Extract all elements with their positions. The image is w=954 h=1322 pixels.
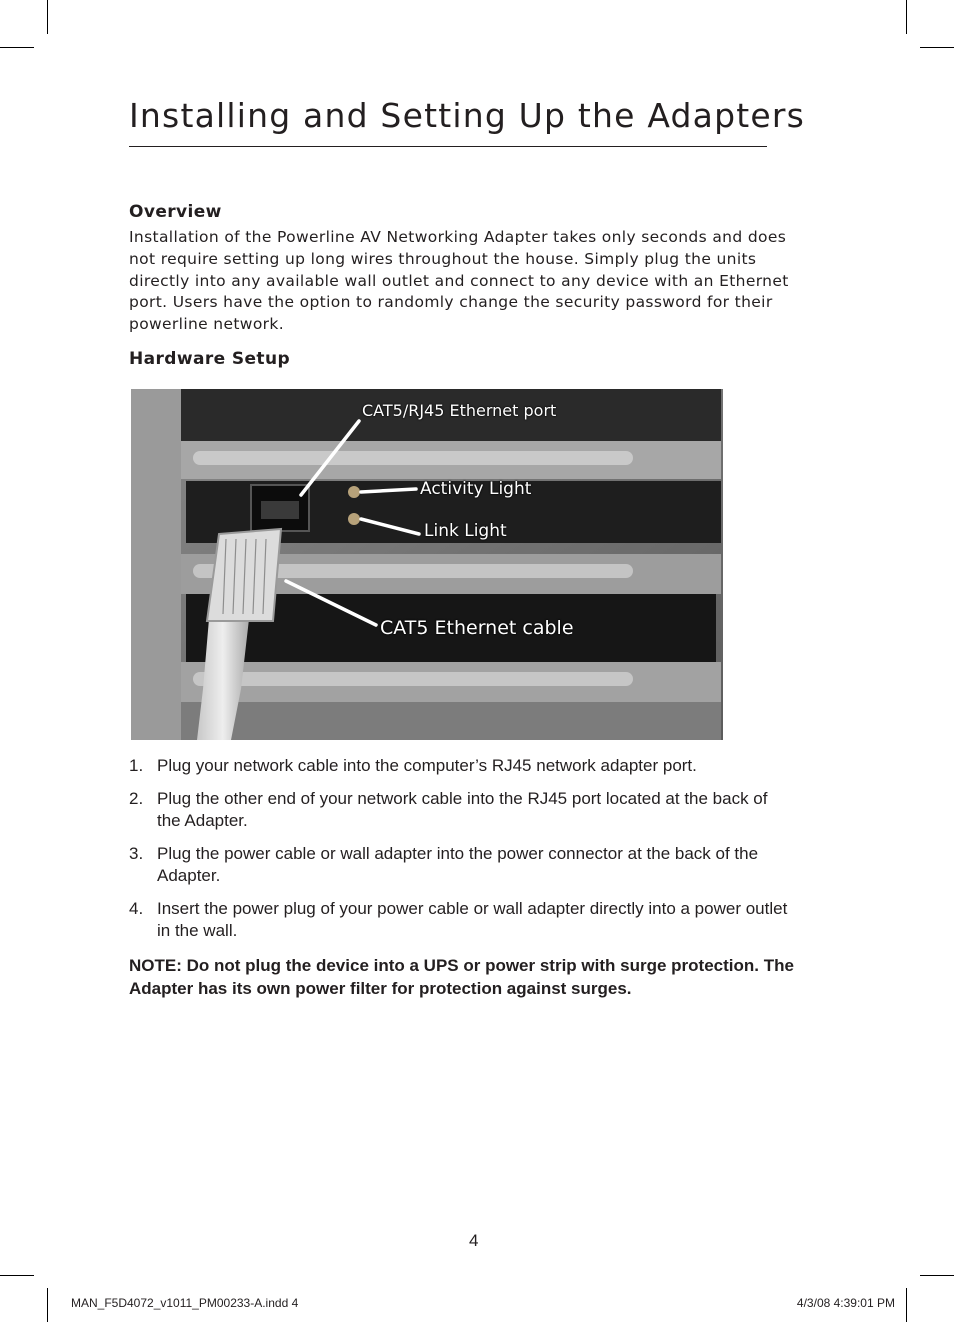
crop-mark (47, 1288, 48, 1322)
crop-mark (47, 0, 48, 34)
step-number: 1. (129, 756, 144, 775)
crop-mark (0, 1275, 34, 1276)
setup-steps-list (129, 755, 789, 953)
footer-timestamp: 4/3/08 4:39:01 PM (796, 1296, 895, 1310)
step-text: Insert the power plug of your power cable or wall adapter directly into a power outlet in the wall. (157, 898, 788, 940)
list-item (129, 788, 789, 833)
crop-mark (920, 1275, 954, 1276)
crop-mark (906, 1288, 907, 1322)
hardware-setup-photo (131, 389, 723, 740)
link-light-callout: Link Light (424, 521, 507, 541)
step-text: Plug your network cable into the computer’s RJ45 network adapter port. (157, 756, 697, 775)
step-number: 4. (129, 898, 144, 918)
list-item (129, 898, 789, 943)
title-rule (129, 146, 767, 147)
ethernet-port-callout: CAT5/RJ45 Ethernet port (362, 401, 557, 420)
surge-protection-note: NOTE: Do not plug the device into a UPS or power strip with surge protection. The Adapter has its own power filter for protection against surges. (129, 956, 794, 998)
step-text: Plug the power cable or wall adapter into the power connector at the back of the Adapter. (157, 843, 759, 885)
computer-back-panel-illustration (131, 389, 723, 740)
overview-body: Installation of the Powerline AV Networking Adapter takes only seconds and does not require setting up long wires throughout the house. Simply plug the units directly into any available wall outlet and connect to any device with an Ethernet port. Users have the option to randomly change the security password for their powerline network. (129, 228, 789, 334)
step-number: 2. (129, 788, 144, 808)
list-item (129, 755, 789, 778)
crop-mark (0, 47, 34, 48)
overview-heading: Overview (129, 202, 222, 222)
page-number: 4 (469, 1231, 479, 1250)
page-title: Installing and Setting Up the Adapters (129, 96, 806, 135)
hardware-setup-heading: Hardware Setup (129, 349, 291, 369)
list-item (129, 843, 789, 888)
crop-mark (920, 47, 954, 48)
step-number: 3. (129, 843, 144, 863)
ethernet-cable-callout: CAT5 Ethernet cable (380, 617, 574, 639)
activity-light-callout: Activity Light (420, 479, 532, 499)
step-text: Plug the other end of your network cable into the RJ45 port located at the back of the Adapter. (157, 788, 768, 830)
crop-mark (906, 0, 907, 34)
footer-filename: MAN_F5D4072_v1011_PM00233-A.indd 4 (71, 1296, 299, 1310)
